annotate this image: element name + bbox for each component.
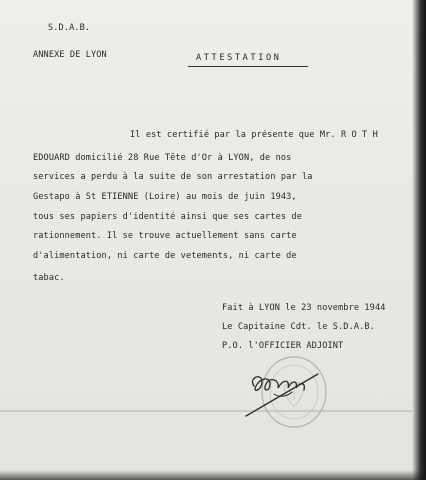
signatory-title: Le Capitaine Cdt. le S.D.A.B. bbox=[222, 322, 375, 332]
body-line-4: Gestapo à St ETIENNE (Loire) au mois de juin 1943, bbox=[33, 192, 297, 202]
annex-header: ANNEXE DE LYON bbox=[33, 50, 107, 60]
body-line-6: rationnement. Il se trouve actuellement sans carte bbox=[33, 231, 297, 241]
organization-header: S.D.A.B. bbox=[48, 23, 91, 33]
place-date: Fait à LYON le 23 novembre 1944 bbox=[222, 303, 386, 313]
document-title: ATTESTATION bbox=[196, 53, 282, 63]
body-line-8: tabac. bbox=[33, 273, 65, 283]
handwritten-signature bbox=[240, 358, 330, 418]
title-underline bbox=[188, 66, 308, 67]
body-line-7: d'alimentation, ni carte de vetements, ni carte de bbox=[33, 251, 297, 261]
body-line-2: EDOUARD domicilié 28 Rue Tête d'Or à LYON, de nos bbox=[33, 153, 292, 163]
scan-edge-shadow bbox=[412, 0, 426, 480]
scan-bottom-shadow bbox=[0, 470, 426, 480]
paper-crease bbox=[0, 410, 412, 412]
body-line-1: Il est certifié par la présente que Mr. R O T H bbox=[130, 130, 378, 140]
body-line-5: tous ses papiers d'identité ainsi que ses cartes de bbox=[33, 212, 302, 222]
body-line-3: services a perdu à la suite de son arrestation par la bbox=[33, 172, 313, 182]
deputy-title: P.O. l'OFFICIER ADJOINT bbox=[222, 341, 344, 351]
